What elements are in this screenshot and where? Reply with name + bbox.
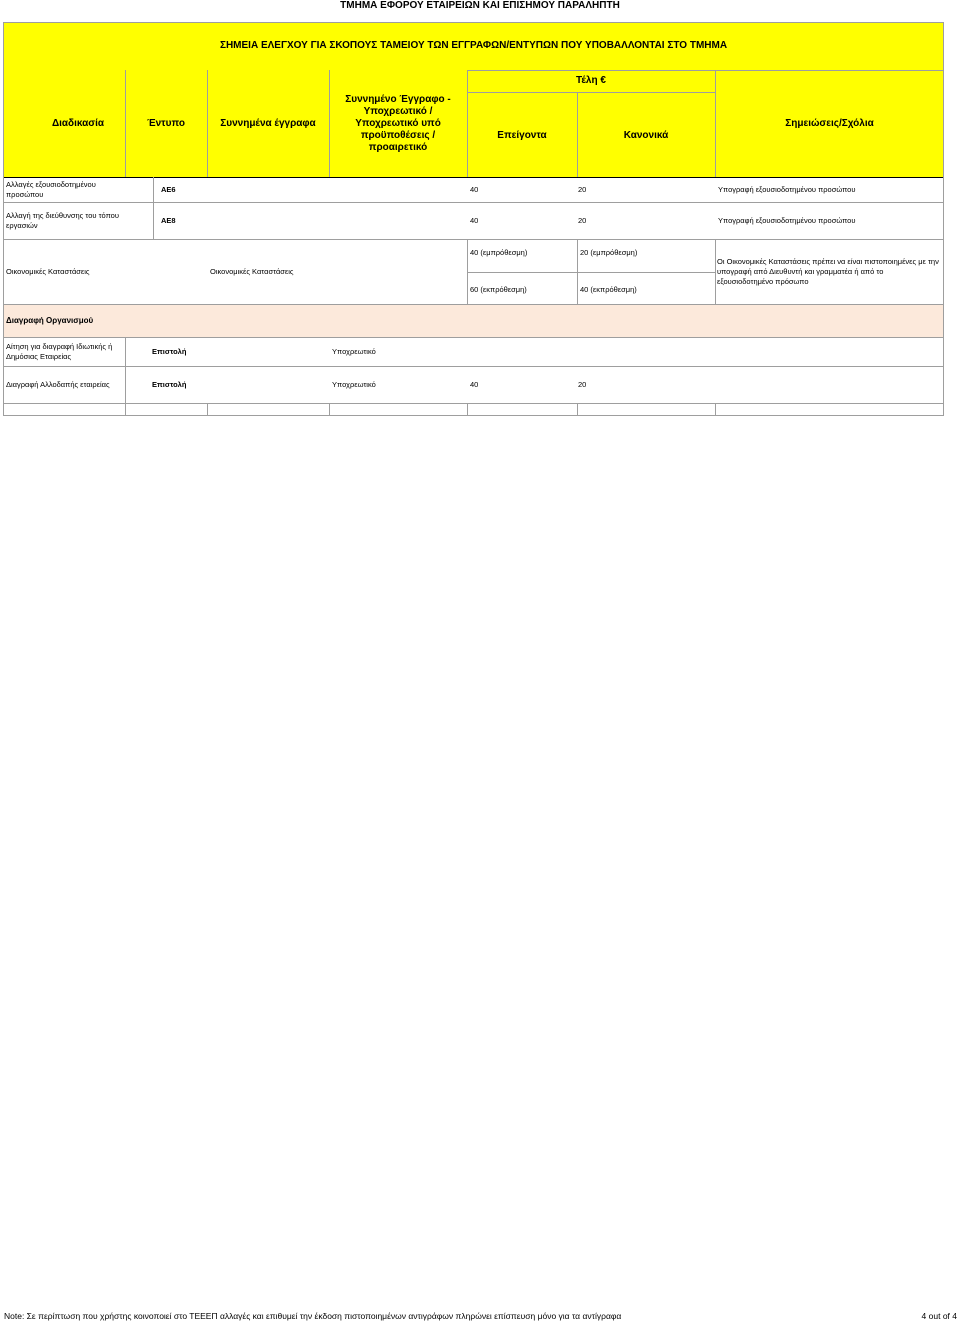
grid-line (3, 337, 944, 338)
grid-line (467, 92, 715, 93)
section-row2-process: Διαγραφή Αλλοδαπής εταιρείας (6, 380, 110, 389)
grid-line (207, 403, 208, 416)
header-attached-doc-requirement: Συννημένο Έγγραφο - Υποχρεωτικό / Υποχρεωτικό υπό προϋποθέσεις / προαιρετικό (345, 93, 451, 153)
page-indicator: 4 out of 4 (921, 1311, 957, 1321)
grid-line (467, 70, 944, 71)
grid-line (577, 239, 578, 304)
grid-line (577, 403, 578, 416)
grid-line (715, 239, 716, 304)
grid-line (329, 403, 330, 416)
grid-line (207, 70, 208, 177)
grid-line (715, 70, 716, 177)
row3-regular-late: 40 (εκπρόθεσμη) (580, 285, 637, 294)
grid-line (715, 403, 716, 416)
grid-line (3, 304, 944, 305)
page-title: ΤΜΗΜΑ ΕΦΟΡΟΥ ΕΤΑΙΡΕΙΩΝ ΚΑΙ ΕΠΙΣΗΜΟΥ ΠΑΡΑΛΗΠΤΗ (340, 0, 620, 11)
grid-line (3, 403, 944, 404)
grid-line (3, 366, 944, 367)
section-row1-form: Επιστολή (152, 347, 187, 356)
section-row2-form: Επιστολή (152, 380, 187, 389)
header-attached-docs: Συννημένα έγγραφα (220, 117, 316, 129)
grid-line (467, 272, 715, 273)
row3-notes: Οι Οικονομικές Καταστάσεις πρέπει να είναι πιστοποιημένες με την υπογραφή από Διευθυντή και γραμματέα ή από το εξουσιοδοτημένο πρόσωπο (717, 257, 939, 286)
grid-line (125, 337, 126, 416)
grid-line (467, 70, 468, 177)
section-row2-regular: 20 (578, 380, 587, 389)
grid-line (3, 177, 944, 178)
row3-urgent-late: 60 (εκπρόθεσμη) (470, 285, 527, 294)
section-organization-deletion: Διαγραφή Οργανισμού (3, 305, 944, 337)
header-form: Έντυπο (147, 117, 185, 129)
grid-line (125, 70, 126, 177)
row2-regular: 20 (578, 216, 587, 225)
table-title: ΣΗΜΕΙΑ ΕΛΕΓΧΟΥ ΓΙΑ ΣΚΟΠΟΥΣ ΤΑΜΕΙΟΥ ΤΩΝ ΕΓΓΡΑΦΩΝ/ΕΝΤΥΠΩΝ ΠΟΥ ΥΠΟΒΑΛΛΟΝΤΑΙ ΣΤΟ ΤΜΗΜΑ (219, 40, 728, 51)
row3-process: Οικονομικές Καταστάσεις (6, 267, 90, 276)
grid-line (577, 92, 578, 177)
row2-process: Αλλαγή της διεύθυνσης του τόπου εργασιών (6, 211, 119, 230)
header-fees: Τέλη € (576, 75, 606, 86)
grid-line (329, 70, 330, 177)
grid-line (943, 22, 944, 416)
row1-notes: Υπογραφή εξουσιοδοτημένου προσώπου (718, 185, 856, 194)
header-notes: Σημειώσεις/Σχόλια (785, 117, 874, 129)
grid-line (467, 239, 468, 304)
footnote: Note: Σε περίπτωση που χρήστης κοινοποιεί στο ΤΕΕΕΠ αλλαγές και επιθυμεί την έκδοση πιστοποιημένων αντιγράφων πληρώνει επίσπευση μόνο για τα αντίγραφα (4, 1311, 622, 1321)
section-row1-requirement: Υποχρεωτικό (332, 347, 376, 356)
header-urgent: Επείγοντα (497, 130, 547, 141)
row1-form: ΑΕ6 (161, 185, 176, 194)
checklist-table (3, 22, 944, 416)
header-process: Διαδικασία (51, 117, 105, 129)
section-row2-urgent: 40 (470, 380, 479, 389)
grid-line (153, 177, 154, 239)
grid-line (3, 202, 944, 203)
row2-urgent: 40 (470, 216, 479, 225)
row2-form: ΑΕ8 (161, 216, 176, 225)
section-row1-process: Αίτηση για διαγραφή Ιδιωτικής ή Δημόσιας Εταιρείας (6, 342, 113, 361)
row3-attached-docs: Οικονομικές Καταστάσεις (210, 267, 294, 276)
row3-urgent-on-time: 40 (εμπρόθεσμη) (470, 248, 528, 257)
section-row2-requirement: Υποχρεωτικό (332, 380, 376, 389)
grid-line (3, 239, 944, 240)
row1-regular: 20 (578, 185, 587, 194)
header-regular: Κανονικά (623, 130, 669, 141)
row1-urgent: 40 (470, 185, 479, 194)
row1-process: Αλλαγές εξουσιοδοτημένου προσώπου (6, 180, 96, 199)
grid-line (3, 22, 4, 416)
grid-line (3, 22, 944, 23)
grid-line (3, 415, 944, 416)
row2-notes: Υπογραφή εξουσιοδοτημένου προσώπου (718, 216, 856, 225)
grid-line (467, 403, 468, 416)
row3-regular-on-time: 20 (εμπρόθεσμη) (580, 248, 638, 257)
